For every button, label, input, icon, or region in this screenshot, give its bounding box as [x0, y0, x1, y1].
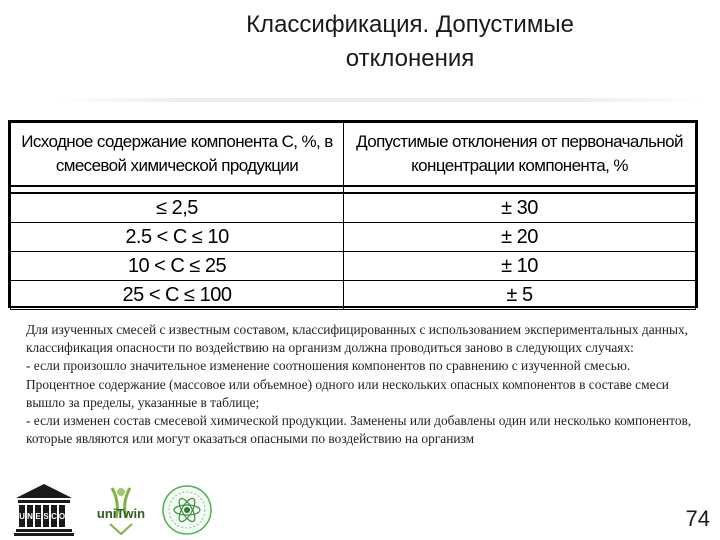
slide-title	[150, 8, 670, 76]
table-row	[11, 193, 696, 223]
range-cell: ≤ 2,5	[11, 193, 344, 223]
deviation-cell: ± 10	[344, 252, 696, 281]
range-cell: 25 < C ≤ 100	[11, 281, 344, 310]
paragraph-intro: Для изученных смесей с известным составом, классифицированных с использованием экспериментальных данных, классификация опасности по воздействию на организм должна проводиться заново в следующих случаях:	[26, 322, 689, 356]
deviation-cell: ± 5	[344, 281, 696, 310]
header-allowed-deviation: Допустимые отклонения от первоначальной концентрации компонента, %	[344, 123, 696, 187]
table-header-row	[11, 123, 696, 187]
svg-text:C: C	[51, 512, 57, 521]
svg-text:S: S	[43, 512, 49, 521]
table-row	[11, 223, 696, 252]
title-divider	[60, 98, 700, 102]
svg-text:E: E	[35, 512, 41, 521]
svg-text:U: U	[19, 512, 25, 521]
deviation-cell: ± 30	[344, 193, 696, 223]
paragraph-case-2: - если изменен состав смесевой химической продукции. Заменены или добавлены один или несколько компонентов, которые являются или могут оказаться опасными по воздействию на организм	[26, 413, 692, 447]
table-row	[11, 252, 696, 281]
svg-text:O: O	[58, 512, 66, 521]
body-text	[26, 321, 696, 448]
table-row	[11, 281, 696, 310]
page-number: 74	[685, 506, 710, 531]
title-line-2: отклонения	[345, 45, 475, 72]
deviation-cell: ± 20	[344, 223, 696, 252]
unesco-logo	[12, 482, 76, 536]
table-separator	[11, 186, 696, 193]
unitwin-logo	[90, 484, 152, 536]
deviation-table	[8, 120, 698, 308]
svg-text:N: N	[27, 512, 33, 521]
paragraph-case-1: - если произошло значительное изменение соотношения компонентов по сравнению с изученной смесью. Процентное содержание (массовое или объемное) одного или нескольких опасных компонентов в составе смеси вышло за пределы, указанные в таблице;	[26, 358, 669, 410]
range-cell: 10 < C ≤ 25	[11, 252, 344, 281]
title-line-1: Классификация. Допустимые	[246, 11, 574, 38]
svg-text:uniTwin: uniTwin	[96, 506, 146, 521]
header-initial-content: Исходное содержание компонента C, %, в смесевой химической продукции	[11, 123, 344, 187]
range-cell: 2.5 < C ≤ 10	[11, 223, 344, 252]
atom-emblem-logo	[160, 484, 214, 536]
